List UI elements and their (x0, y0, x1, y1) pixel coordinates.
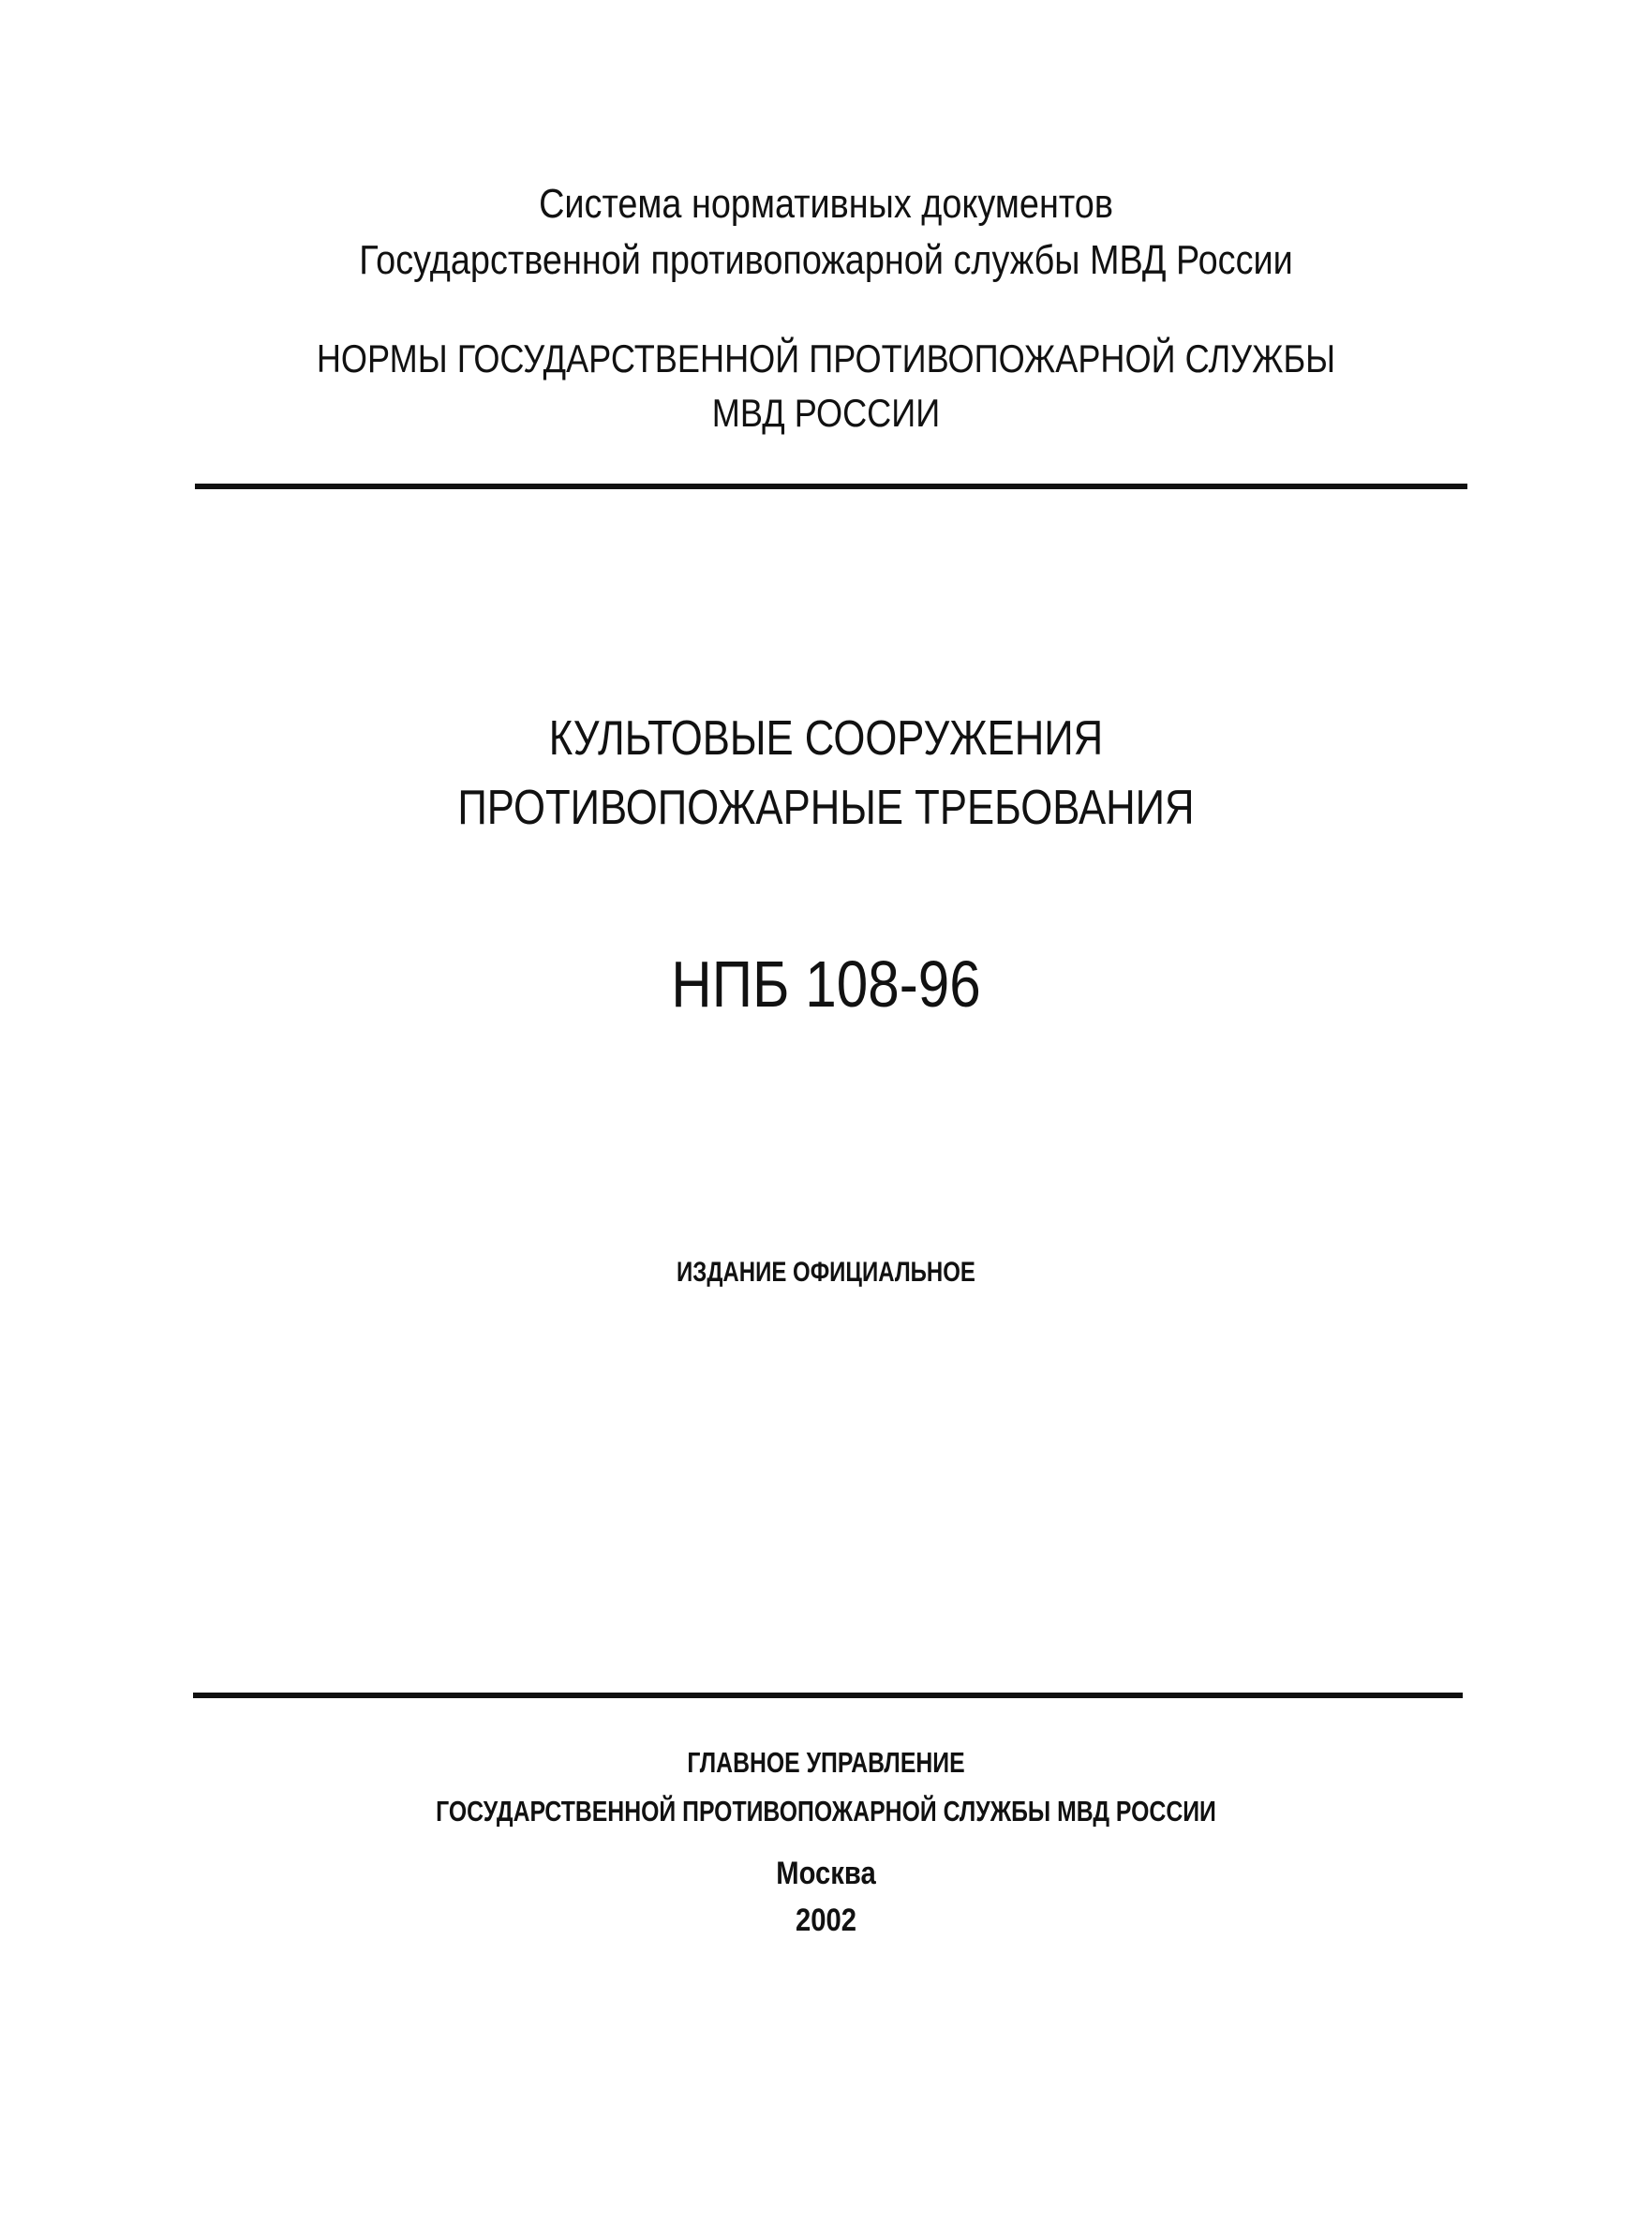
bottom-divider (193, 1693, 1463, 1698)
publication-year: 2002 (795, 1902, 857, 1938)
document-title-line-2: ПРОТИВОПОЖАРНЫЕ ТРЕБОВАНИЯ (457, 781, 1195, 835)
document-code: НПБ 108-96 (671, 947, 981, 1021)
system-title-line-2: Государственной противопожарной службы МВД России (359, 237, 1293, 283)
norms-title-line-1: НОРМЫ ГОСУДАРСТВЕННОЙ ПРОТИВОПОЖАРНОЙ СЛУЖБЫ (316, 336, 1336, 380)
edition-label: ИЗДАНИЕ ОФИЦИАЛЬНОЕ (677, 1257, 975, 1288)
system-title-line-1: Система нормативных документов (539, 181, 1113, 227)
norms-title-line-2: МВД РОССИИ (711, 391, 941, 435)
publisher-line-1: ГЛАВНОЕ УПРАВЛЕНИЕ (687, 1746, 965, 1779)
document-title-line-1: КУЛЬТОВЫЕ СООРУЖЕНИЯ (548, 711, 1104, 766)
publisher-line-2: ГОСУДАРСТВЕННОЙ ПРОТИВОПОЖАРНОЙ СЛУЖБЫ МВД РОССИИ (436, 1795, 1216, 1828)
top-divider (195, 484, 1467, 489)
publication-city: Москва (776, 1856, 876, 1891)
